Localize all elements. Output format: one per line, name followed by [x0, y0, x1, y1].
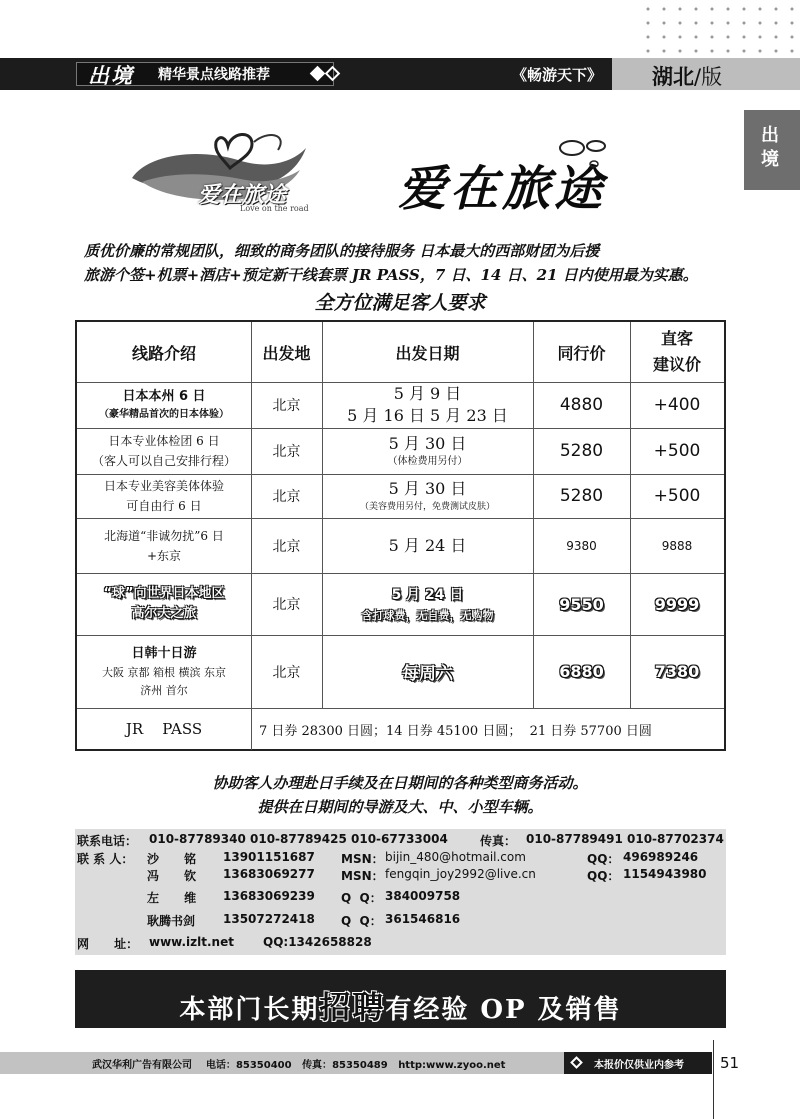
- table-row-0-dates: [322, 382, 533, 428]
- date-note: （体检费用另付）: [387, 456, 468, 467]
- recruit-highlight: 招聘: [319, 990, 386, 1026]
- assist-line-2: 提供在日期间的导游及大、中、小型车辆。: [257, 798, 543, 816]
- table-row-1-direct: [630, 428, 724, 474]
- footer-fax-label: 传真：: [302, 1060, 333, 1071]
- table-row-1-route: [77, 428, 251, 474]
- side-section-tab: [744, 110, 800, 190]
- direct-price: 7380: [654, 662, 700, 681]
- logo-left-subtitle: Love on the road: [240, 204, 309, 213]
- route-note-2: 济州 首尔: [140, 683, 188, 697]
- header-dates-label: 出发日期: [395, 343, 460, 363]
- footer-fax: 85350489: [332, 1060, 388, 1071]
- jr-pass-label-text: JR PASS: [125, 720, 203, 738]
- peer-price: 4880: [559, 395, 604, 415]
- date-line-2: 5 月 16 日 5 月 23 日: [347, 406, 508, 425]
- header-route: [77, 322, 251, 382]
- route-name: 日本专业体检团 6 日: [108, 434, 220, 448]
- region-name: 湖北: [652, 65, 694, 89]
- footer-company-info: [92, 1056, 505, 1071]
- contact-web-qq: QQ:1342658828: [263, 935, 372, 949]
- contact-mobile-1: 13901151687: [223, 850, 315, 864]
- contact-fax: 010-87789491 010-87702374: [526, 832, 724, 846]
- page-header: [0, 58, 800, 90]
- date-line-1: 5 月 30 日: [388, 479, 467, 498]
- contact-msn-1: bijin_480@hotmail.com: [385, 850, 526, 864]
- contact-mobile-3: 13683069239: [223, 889, 315, 903]
- contact-qq-4: 361546816: [385, 912, 461, 926]
- footer-phone-label: 电话：: [205, 1060, 236, 1071]
- table-row-1-departure: [251, 428, 322, 474]
- date-note: 含打球费，无自费，无购物: [361, 609, 494, 622]
- contact-qq-1: 496989246: [623, 850, 699, 864]
- intro-main-slogan: 全方位满足客人要求: [314, 292, 486, 314]
- contact-website-link[interactable]: www.izlt.net: [149, 935, 234, 949]
- contact-person-label: 联 系 人：: [77, 852, 134, 866]
- contact-msn-label-2: MSN：: [341, 869, 384, 883]
- diamond-outline-icon: [570, 1056, 583, 1069]
- date-line-1: 每周六: [402, 664, 453, 684]
- contact-box: [75, 829, 726, 955]
- contact-qq-label-4: Q Q：: [341, 914, 382, 928]
- date-line-1: 5 月 30 日: [388, 434, 467, 453]
- header-dates: [322, 322, 533, 382]
- date-line-1: 5 月 24 日: [391, 587, 464, 603]
- route-note: （客人可以自己安排行程）: [91, 454, 236, 468]
- header-section-title: 出境: [88, 63, 134, 88]
- header-peer-price: [533, 322, 630, 382]
- date-line-1: 5 月 24 日: [388, 535, 467, 555]
- route-note: （豪华精品首次的日本体验）: [99, 409, 229, 420]
- direct-price: 9888: [661, 538, 693, 553]
- route-name: 日本专业美容美体体验: [103, 479, 224, 493]
- region-edition: [652, 61, 722, 91]
- recruit-text: [75, 982, 726, 1027]
- table-row-5-route: [77, 635, 251, 708]
- peer-price: 9380: [566, 538, 597, 553]
- footer-note-box: [564, 1052, 712, 1074]
- contact-qq-3: 384009758: [385, 889, 461, 903]
- contact-qq-2: 1154943980: [623, 867, 707, 881]
- contact-fax-label: 传真：: [480, 834, 517, 848]
- table-row-5-direct: [630, 635, 724, 708]
- jr-pass-prices: [251, 708, 724, 750]
- footer-divider: [713, 1040, 714, 1119]
- table-row-4-route: [77, 573, 251, 635]
- table-row-5-dates: [322, 635, 533, 708]
- contact-msn-2: fengqin_joy2992@live.cn: [385, 867, 536, 881]
- contact-mobile-2: 13683069277: [223, 867, 315, 881]
- table-row-4-dates: [322, 573, 533, 635]
- route-name: “球”向世界日本地区: [103, 586, 225, 601]
- date-note: （美容费用另付，免费测试皮肤）: [359, 502, 495, 512]
- table-row-5-peer: [533, 635, 630, 708]
- side-tab-label: 出境: [761, 125, 779, 170]
- direct-price: +500: [653, 441, 701, 461]
- table-row-0-direct: [630, 382, 724, 428]
- departure-city: 北京: [272, 664, 301, 681]
- footer-phone: 85350400: [235, 1060, 292, 1071]
- logo-left-text: 爱在旅途: [198, 182, 287, 208]
- header-route-label: 线路介绍: [131, 343, 196, 363]
- table-row-0-peer: [533, 382, 630, 428]
- route-note: 大阪 京都 箱根 横滨 东京: [102, 665, 226, 679]
- table-row-3-dates: [322, 518, 533, 573]
- assist-line-1: 协助客人办理赴日手续及在日期间的各种类型商务活动。: [212, 774, 588, 792]
- table-row-2-route: [77, 474, 251, 518]
- logo-right-text: 爱在旅途: [398, 161, 607, 217]
- contact-web-label: 网 址：: [77, 937, 139, 951]
- departure-city: 北京: [272, 538, 301, 555]
- recruit-post: 有经验 OP 及销售: [385, 995, 622, 1025]
- recruit-pre: 本部门长期: [179, 995, 320, 1025]
- recruit-banner: [75, 970, 726, 1028]
- table-row-1-dates: [322, 428, 533, 474]
- contact-name-1: 沙 铭: [147, 852, 197, 866]
- table-row-0-route: [77, 382, 251, 428]
- cloud-bubbles-icon: [556, 134, 616, 174]
- contact-phones: 010-87789340 010-87789425 010-67733004: [149, 832, 448, 846]
- route-table: [75, 320, 726, 751]
- departure-city: 北京: [272, 597, 301, 613]
- route-name: 日本本州 6 日: [122, 389, 206, 404]
- peer-price: 5280: [559, 486, 604, 506]
- route-note: 高尔夫之旅: [131, 606, 197, 621]
- contact-qq-label-2: QQ：: [587, 869, 620, 883]
- table-row-3-peer: [533, 518, 630, 573]
- table-row-2-direct: [630, 474, 724, 518]
- table-row-1-peer: [533, 428, 630, 474]
- header-departure-label: 出发地: [262, 343, 311, 363]
- peer-price: 9550: [559, 594, 604, 614]
- magazine-title: 《畅游天下》: [512, 66, 603, 84]
- contact-name-4: 耿腾书剑: [147, 914, 196, 928]
- edition-label: /版: [694, 65, 723, 89]
- header-direct-line2: 建议价: [652, 355, 701, 374]
- contact-qq-label-3: Q Q：: [341, 891, 382, 905]
- departure-city: 北京: [272, 398, 301, 414]
- footer-url[interactable]: http:www.zyoo.net: [398, 1060, 506, 1071]
- peer-price: 6880: [559, 662, 604, 681]
- contact-phone-label: 联系电话：: [77, 834, 138, 848]
- route-name: 日韩十日游: [131, 645, 197, 661]
- page-footer: [0, 1052, 712, 1074]
- table-row-2-dates: [322, 474, 533, 518]
- table-row-3-direct: [630, 518, 724, 573]
- departure-city: 北京: [272, 489, 301, 505]
- table-row-4-direct: [630, 573, 724, 635]
- departure-city: 北京: [272, 444, 301, 460]
- contact-name-3: 左 维: [147, 891, 197, 905]
- contact-qq-label-1: QQ：: [587, 852, 620, 866]
- route-note: 可自由行 6 日: [126, 499, 202, 513]
- table-row-3-route: [77, 518, 251, 573]
- table-row-2-peer: [533, 474, 630, 518]
- peer-price: 5280: [559, 441, 604, 461]
- contact-mobile-4: 13507272418: [223, 912, 315, 926]
- table-row-5-departure: [251, 635, 322, 708]
- direct-price: 9999: [654, 594, 700, 614]
- page-number: 51: [720, 1054, 740, 1072]
- table-row-3-departure: [251, 518, 322, 573]
- table-row-4-departure: [251, 573, 322, 635]
- header-departure: [251, 322, 322, 382]
- jr-pass-label: [77, 708, 251, 750]
- decorative-dot-grid: [640, 0, 800, 58]
- jr-pass-prices-text: 7 日券 28300 日圆；14 日券 45100 日圆； 21 日券 57700 日圆: [259, 723, 652, 739]
- contact-name-2: 冯 钦: [147, 869, 197, 883]
- intro-line-1: 质优价廉的常规团队，细致的商务团队的接待服务 日本最大的西部财团为后援: [84, 242, 600, 260]
- footer-note: 本报价仅供业内参考: [594, 1060, 684, 1071]
- table-row-0-departure: [251, 382, 322, 428]
- header-direct-price: [630, 322, 724, 382]
- header-subtitle: 精华景点线路推荐: [158, 67, 270, 83]
- table-row-4-peer: [533, 573, 630, 635]
- route-note: +东京: [146, 548, 182, 563]
- date-line-1: 5 月 9 日: [393, 384, 462, 403]
- route-name: 北海道“非诚勿扰”6 日: [104, 528, 224, 543]
- contact-msn-label-1: MSN：: [341, 852, 384, 866]
- table-row-2-departure: [251, 474, 322, 518]
- header-peer-price-label: 同行价: [557, 343, 606, 363]
- direct-price: +500: [653, 486, 701, 506]
- footer-company: 武汉华利广告有限公司: [92, 1060, 192, 1071]
- header-direct-line1: 直客: [660, 329, 693, 348]
- direct-price: +400: [653, 395, 701, 415]
- intro-line-2: 旅游个签+机票+酒店+预定新干线套票 JR PASS，7 日、14 日、21 日内使用最为实惠。: [84, 266, 698, 284]
